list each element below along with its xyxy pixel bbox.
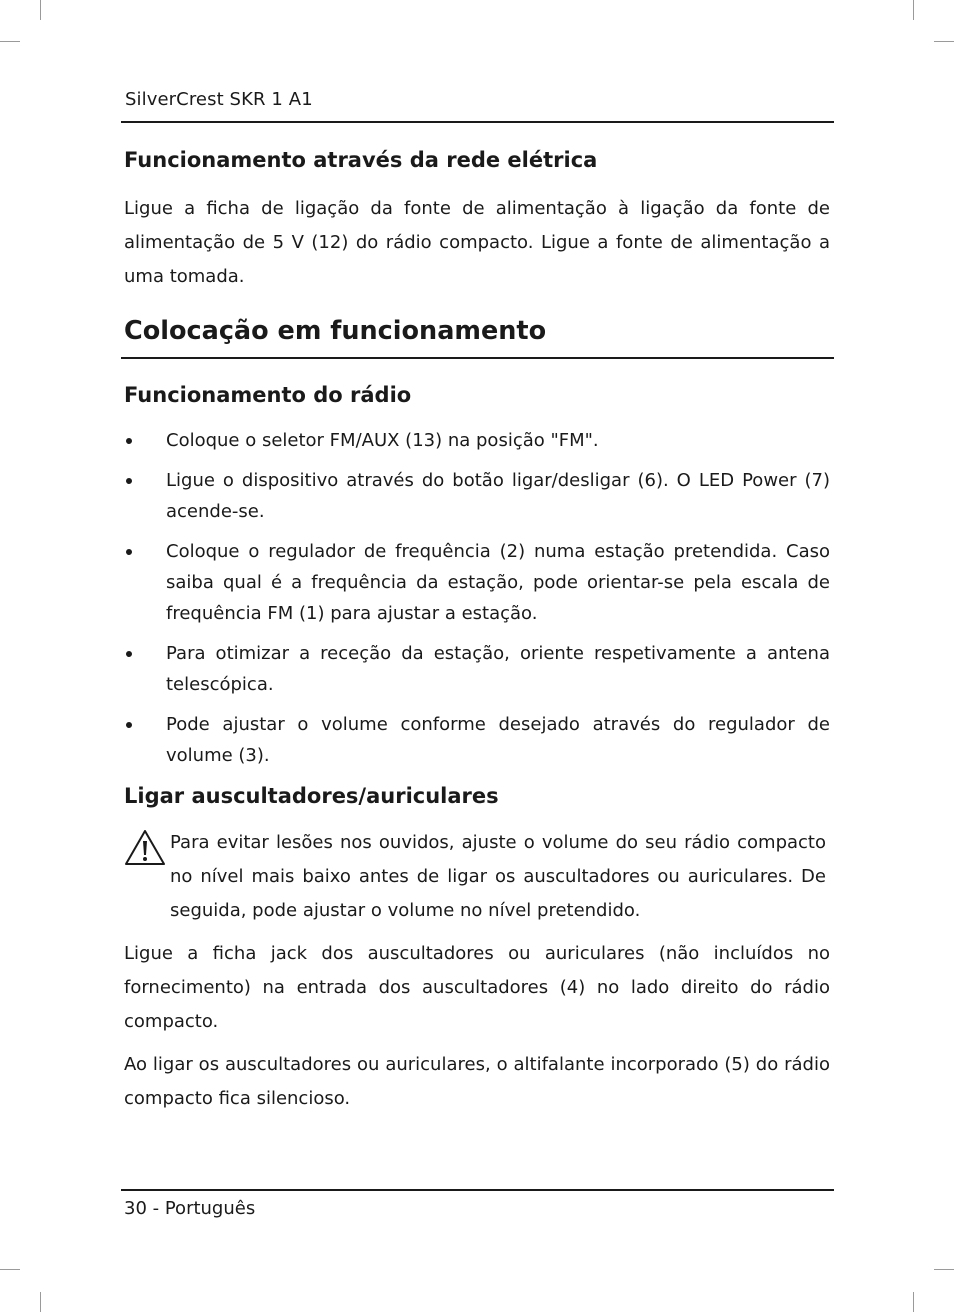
crop-mark: [934, 1269, 954, 1270]
section-radio: [124, 381, 830, 780]
crop-mark: [0, 41, 20, 42]
crop-mark: [0, 1269, 20, 1270]
list-item: [124, 536, 830, 629]
bullet-icon: [126, 549, 132, 555]
warning-note: [124, 826, 826, 928]
running-header: SilverCrest SKR 1 A1: [125, 89, 313, 110]
section-power: [124, 146, 830, 294]
list-item-text: Coloque o seletor FM/AUX (13) na posição "FM".: [166, 430, 599, 451]
warning-text: Para evitar lesões nos ouvidos, ajuste o volume do seu rádio compacto no nível mais baixo antes de ligar os auscultadores ou auriculares. De seguida, pode ajustar o volume no nível pretendido.: [170, 832, 826, 921]
bullet-icon: [126, 478, 132, 484]
list-item-text: Coloque o regulador de frequência (2) numa estação pretendida. Caso saiba qual é a frequência da estação, pode orientar-se pela escala de frequência FM (1) para ajustar a estação.: [166, 541, 830, 624]
crop-mark: [913, 1292, 914, 1312]
list-item-text: Pode ajustar o volume conforme desejado através do regulador de volume (3).: [166, 714, 830, 766]
crop-mark: [40, 0, 41, 20]
list-item-text: Ligue o dispositivo através do botão ligar/desligar (6). O LED Power (7) acende-se.: [166, 470, 830, 522]
bullet-icon: [126, 722, 132, 728]
section-startup: [124, 314, 830, 348]
crop-mark: [934, 41, 954, 42]
paragraph: Ligue a ficha jack dos auscultadores ou auriculares (não incluídos no fornecimento) na entrada dos auscultadores (4) no lado direito do rádio compacto.: [124, 943, 830, 1032]
section-heading: Funcionamento do rádio: [124, 383, 412, 407]
section-heading: Funcionamento através da rede elétrica: [124, 148, 598, 172]
instruction-list: [124, 425, 830, 771]
paragraph: Ligue a ficha de ligação da fonte de alimentação à ligação da fonte de alimentação de 5 V (12) do rádio compacto. Ligue a fonte de alimentação a uma tomada.: [124, 198, 830, 287]
section-heading: Ligar auscultadores/auriculares: [124, 784, 499, 808]
chapter-heading: Colocação em funcionamento: [124, 316, 547, 346]
header-rule: [121, 121, 834, 123]
footer-rule: [121, 1189, 834, 1191]
list-item: [124, 638, 830, 700]
section-headphones: [124, 782, 830, 1116]
crop-mark: [913, 0, 914, 20]
bullet-icon: [126, 438, 132, 444]
list-item-text: Para otimizar a receção da estação, oriente respetivamente a antena telescópica.: [166, 643, 830, 695]
bullet-icon: [126, 651, 132, 657]
chapter-rule: [121, 357, 834, 359]
list-item: [124, 425, 830, 456]
list-item: [124, 709, 830, 771]
crop-mark: [40, 1292, 41, 1312]
list-item: [124, 465, 830, 527]
page-number: 30 - Português: [124, 1198, 256, 1219]
paragraph: Ao ligar os auscultadores ou auriculares, o altifalante incorporado (5) do rádio compacto fica silencioso.: [124, 1054, 830, 1109]
warning-triangle-icon: [124, 829, 166, 866]
